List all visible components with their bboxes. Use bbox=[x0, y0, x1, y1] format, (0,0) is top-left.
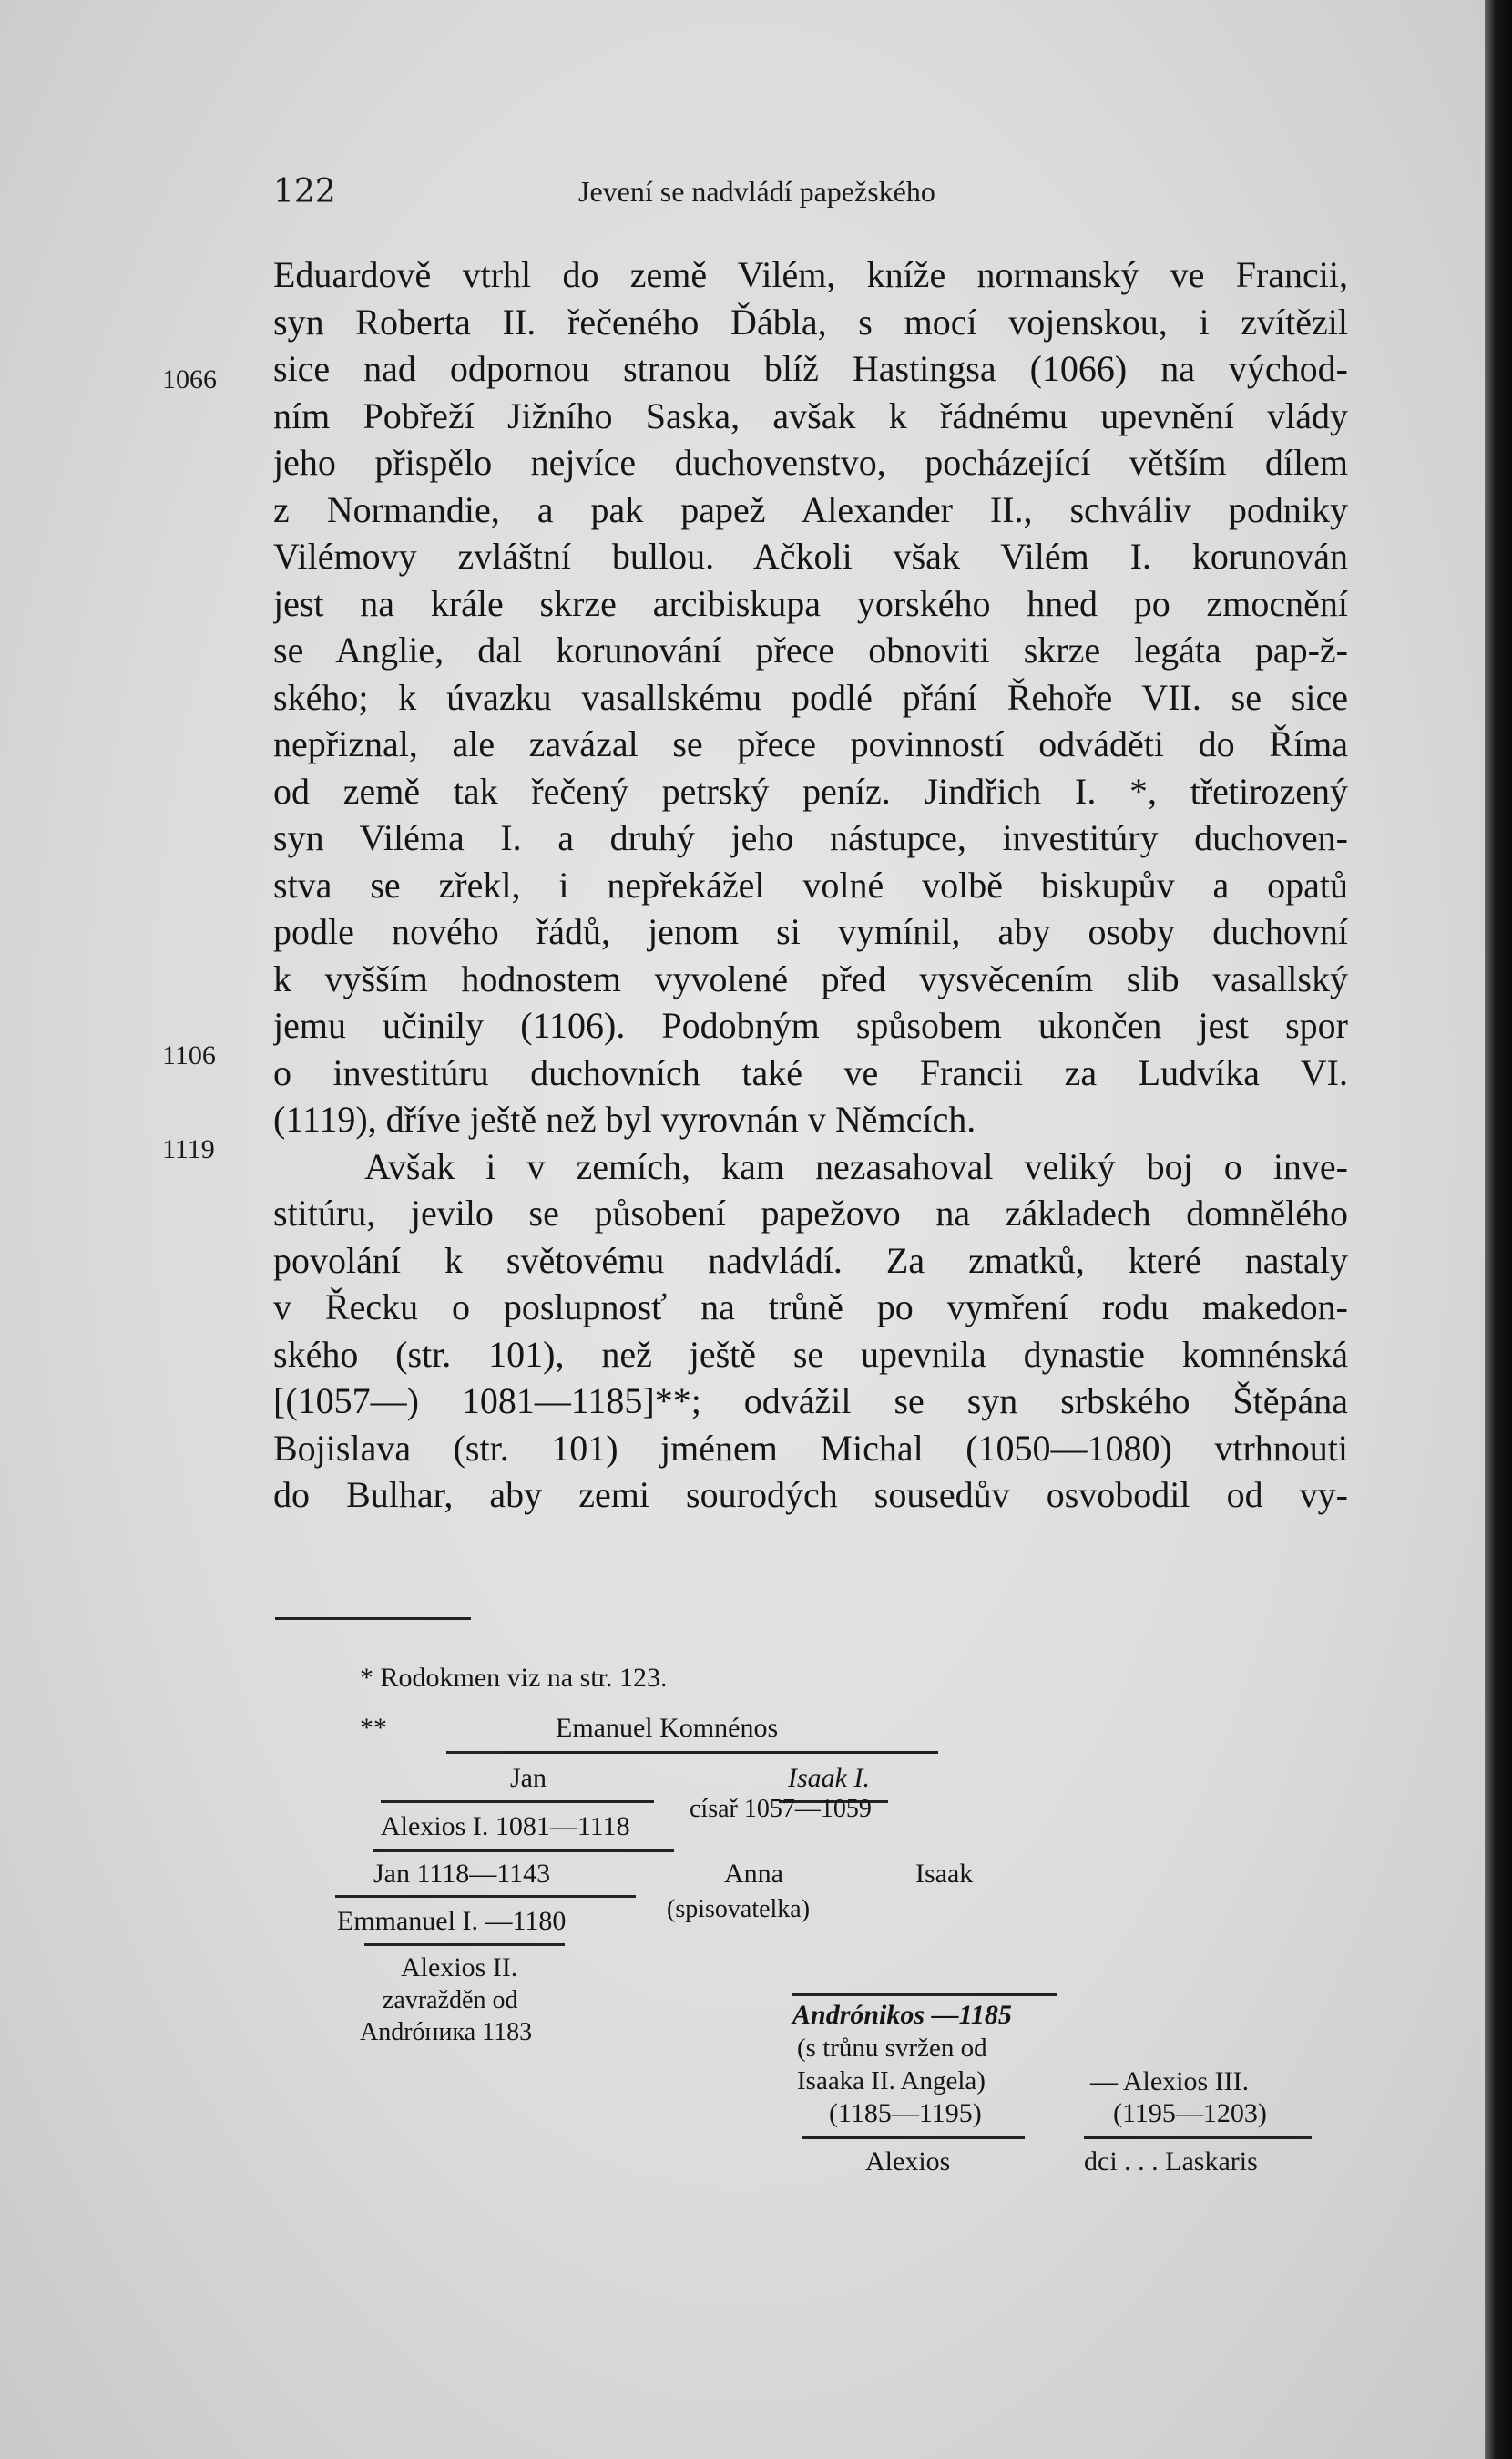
text-line: o investitúru duchovních také ve Francii za Ludvíka VI. bbox=[273, 1051, 1348, 1093]
genealogy-anna-note: (spisovatelka) bbox=[667, 1895, 811, 1923]
text-line: z Normandie, a pak papež Alexander II., schváliv podniky bbox=[273, 488, 1348, 530]
text-line: syn Roberta II. řečeného Ďábla, s mocí vojenskou, i zvítězil bbox=[273, 301, 1348, 343]
text-line: jemu učinily (1106). Podobným spůsobem ukončen jest spor bbox=[273, 1005, 1348, 1046]
text-line: syn Viléma I. a druhý jeho nástupce, investitúry duchoven- bbox=[273, 817, 1348, 858]
genealogy-alexios-2-note: zavražděn od bbox=[383, 1986, 518, 2014]
page-edge-shadow bbox=[1485, 0, 1512, 2459]
text-line: [(1057—) 1081—1185]**; odvážil se syn srbského Štěpána bbox=[273, 1380, 1348, 1421]
text-line: nepřiznal, ale zavázal se přece povinností odváděti do Říma bbox=[273, 723, 1348, 764]
genealogy-isaak-2: Isaak bbox=[915, 1859, 974, 1889]
text-line: stva se zřekl, i nepřekážel volné volbě biskupův a opatů bbox=[273, 864, 1348, 906]
genealogy-jan: Jan bbox=[510, 1763, 547, 1793]
text-line: jeho přispělo nejvíce duchovenstvo, pocházející větším dílem bbox=[273, 442, 1348, 483]
genealogy-bracket bbox=[792, 1993, 1057, 1996]
main-text bbox=[273, 251, 1348, 1519]
genealogy-alexios-3: — Alexios III. bbox=[1090, 2066, 1250, 2096]
running-title: Jevení se nadvládí papežského bbox=[578, 175, 935, 208]
genealogy-emmanuel: Emmanuel I. —1180 bbox=[337, 1906, 567, 1936]
text-line: (1119), dříve ještě než byl vyrovnán v Němcích. bbox=[273, 1099, 976, 1140]
text-line: povolání k světovému nadvládí. Za zmatků, které nastaly bbox=[273, 1239, 1348, 1281]
genealogy-alexios-bottom: Alexios bbox=[865, 2147, 951, 2177]
genealogy-bracket bbox=[364, 1943, 565, 1946]
genealogy-alexios-2: Alexios II. bbox=[401, 1952, 518, 1983]
genealogy-daughters: dci . . . Laskaris bbox=[1084, 2147, 1258, 2177]
genealogy-andronikos-note: Isaaka II. Angela) bbox=[797, 2066, 986, 2095]
margin-year: 1119 bbox=[162, 1134, 215, 1164]
footnote-rule bbox=[275, 1617, 471, 1620]
text-line: Bojislava (str. 101) jménem Michal (1050—1080) vtrhnouti bbox=[273, 1427, 1348, 1469]
text-line: do Bulhar, aby zemi sourodých sousedův osvobodil od vy- bbox=[273, 1474, 1348, 1515]
text-line: Avšak i v zemích, kam nezasahoval veliký boj o inve- bbox=[364, 1145, 1348, 1187]
margin-year: 1106 bbox=[162, 1040, 216, 1071]
genealogy-bracket bbox=[335, 1895, 636, 1898]
genealogy-bracket bbox=[446, 1751, 938, 1754]
genealogy-anna: Anna bbox=[724, 1859, 783, 1889]
text-line: stitúru, jevilo se působení papežovo na základech domnělého bbox=[273, 1193, 1348, 1234]
paragraph-2 bbox=[273, 1143, 1348, 1519]
text-line: jest na krále skrze arcibiskupa yorského hned po zmocnění bbox=[273, 582, 1348, 624]
margin-year: 1066 bbox=[162, 364, 217, 394]
text-line: ského (str. 101), než ještě se upevnila dynastie komnénská bbox=[273, 1333, 1348, 1375]
text-line: sice nad odpornou stranou blíž Hastingsa (1066) na východ- bbox=[273, 348, 1348, 389]
footnote-2-mark: ** bbox=[360, 1713, 387, 1743]
genealogy-andronikos-dates: (1185—1195) bbox=[829, 2098, 982, 2128]
genealogy-andronikos: Andrónikos —1185 bbox=[792, 2000, 1012, 2030]
genealogy-alexios-2-note: Andróника 1183 bbox=[360, 2018, 533, 2046]
footnote-1: * Rodokmen viz na str. 123. bbox=[360, 1663, 668, 1693]
text-line: podle nového řádů, jenom si vymínil, aby osoby duchovní bbox=[273, 911, 1348, 952]
genealogy-jan-2: Jan 1118—1143 bbox=[373, 1859, 551, 1889]
text-line: od země tak řečený petrský peníz. Jindřich I. *, třetirozený bbox=[273, 770, 1348, 812]
text-line: Eduardově vtrhl do země Vilém, kníže normanský ve Francii, bbox=[273, 254, 1348, 295]
genealogy-alexios-3-dates: (1195—1203) bbox=[1113, 2098, 1267, 2128]
text-line: se Anglie, dal korunování přece obnoviti skrze legáta pap-ž- bbox=[273, 630, 1348, 671]
page-header bbox=[269, 173, 1316, 219]
genealogy-alexios-1: Alexios I. 1081—1118 bbox=[381, 1811, 630, 1841]
text-line: ním Pobřeží Jižního Saska, avšak k řádnému upevnění vlády bbox=[273, 394, 1348, 436]
genealogy-isaak: Isaak I. bbox=[788, 1763, 870, 1793]
genealogy-andronikos-note: (s trůnu svržen od bbox=[797, 2034, 987, 2063]
text-line: Vilémovy zvláštní bullou. Ačkoli však Vilém I. korunován bbox=[273, 536, 1348, 577]
text-line: ského; k úvazku vasallskému podlé přání Řehoře VII. se sice bbox=[273, 676, 1348, 718]
text-line: v Řecku o poslupnosť na trůně po vymření rodu makedon- bbox=[273, 1286, 1348, 1327]
text-line: k vyšším hodnostem vyvolené před vysvěcením slib vasallský bbox=[273, 958, 1348, 999]
genealogy-bracket bbox=[1084, 2136, 1312, 2139]
genealogy-isaak-note: císař 1057—1059 bbox=[690, 1795, 872, 1823]
paragraph-1 bbox=[273, 251, 1348, 1143]
genealogy-bracket bbox=[802, 2136, 1025, 2139]
page-number: 122 bbox=[273, 173, 336, 210]
genealogy-emanuel: Emanuel Komnénos bbox=[556, 1713, 779, 1743]
genealogy-bracket bbox=[381, 1800, 654, 1803]
genealogy-bracket bbox=[373, 1849, 674, 1852]
